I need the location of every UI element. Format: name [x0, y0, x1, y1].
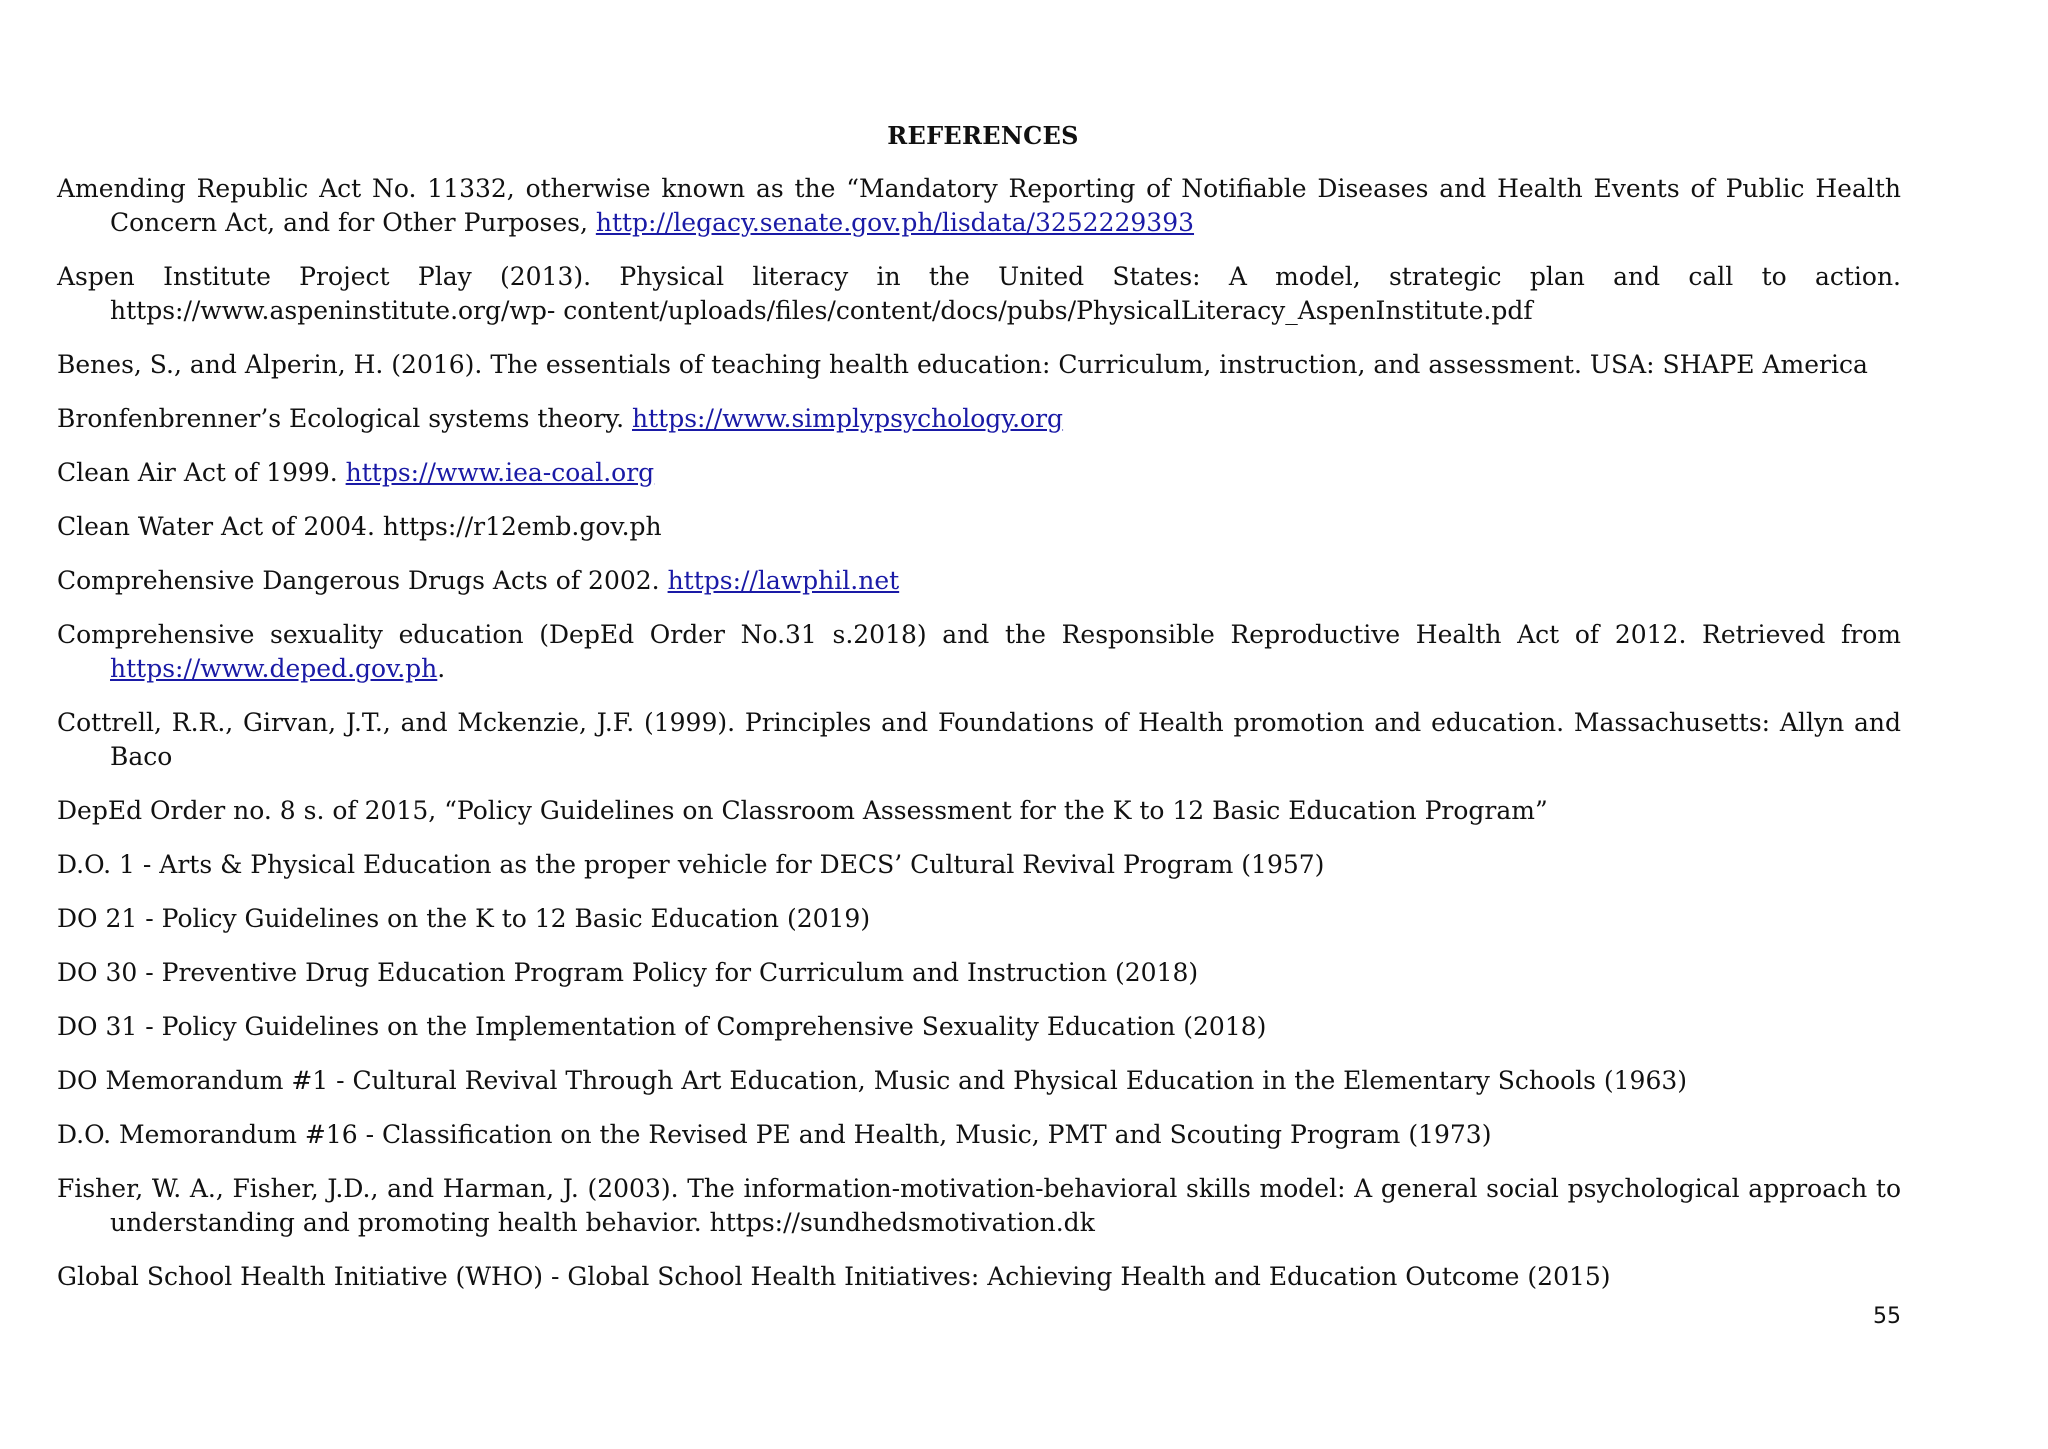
reference-entry	[57, 1064, 1901, 1098]
reference-entry	[57, 794, 1901, 828]
page-number: 55	[1873, 1304, 1901, 1329]
reference-entry	[57, 956, 1901, 990]
reference-text: DO 21 - Policy Guidelines on the K to 12 Basic Education (2019)	[57, 904, 871, 933]
reference-entry	[57, 902, 1901, 936]
reference-entry	[57, 456, 1901, 490]
reference-text: Comprehensive Dangerous Drugs Acts of 2002.	[57, 566, 668, 595]
reference-text: Comprehensive sexuality education (DepEd Order No.31 s.2018) and the Responsible Reproductive Health Act of 2012. Retrieved from	[57, 620, 1901, 649]
reference-text: Cottrell, R.R., Girvan, J.T., and Mckenzie, J.F. (1999). Principles and Foundations of Health promotion and education. Massachusetts: Allyn and Baco	[57, 708, 1901, 771]
reference-suffix: .	[437, 654, 446, 683]
reference-link[interactable]: https://www.simplypsychology.org	[632, 404, 1064, 433]
reference-text: Global School Health Initiative (WHO) - Global School Health Initiatives: Achieving Health and Education Outcome (2015)	[57, 1262, 1611, 1291]
reference-entry	[57, 848, 1901, 882]
reference-entry	[57, 1260, 1901, 1294]
reference-text: Fisher, W. A., Fisher, J.D., and Harman, J. (2003). The information-motivation-behavioral skills model: A general social psychological approach to understanding and promoting health behavior. https://sundhedsmotivation.dk	[57, 1174, 1901, 1237]
reference-text: DO Memorandum #1 - Cultural Revival Through Art Education, Music and Physical Education in the Elementary Schools (1963)	[57, 1066, 1688, 1095]
reference-text: Benes, S., and Alperin, H. (2016). The essentials of teaching health education: Curriculum, instruction, and assessment. USA: SHAPE America	[57, 350, 1868, 379]
reference-entry	[57, 260, 1901, 328]
reference-link[interactable]: https://www.iea-coal.org	[345, 458, 655, 487]
reference-link[interactable]: http://legacy.senate.gov.ph/lisdata/3252229393	[595, 208, 1195, 237]
reference-link[interactable]: https://www.deped.gov.ph	[110, 654, 438, 683]
reference-text: D.O. Memorandum #16 - Classification on the Revised PE and Health, Music, PMT and Scouting Program (1973)	[57, 1120, 1492, 1149]
reference-link[interactable]: https://lawphil.net	[667, 566, 900, 595]
reference-text: DO 30 - Preventive Drug Education Program Policy for Curriculum and Instruction (2018)	[57, 958, 1199, 987]
reference-list	[57, 172, 1901, 1314]
reference-text: Clean Air Act of 1999.	[57, 458, 346, 487]
reference-text: Clean Water Act of 2004. https://r12emb.gov.ph	[57, 512, 662, 541]
reference-entry	[57, 706, 1901, 774]
reference-entry	[57, 348, 1901, 382]
reference-text: Amending Republic Act No. 11332, otherwise known as the “Mandatory Reporting of Notifiable Diseases and Health Events of Public Health Concern Act, and for Other Purposes,	[57, 174, 1901, 237]
reference-text: Aspen Institute Project Play (2013). Physical literacy in the United States: A model, strategic plan and call to action. https://www.aspeninstitute.org/wp- content/uploads/files/content/docs/pubs/PhysicalLiteracy_AspenInstitute.pdf	[57, 262, 1901, 325]
reference-entry	[57, 618, 1901, 686]
reference-entry	[57, 402, 1901, 436]
page-title: REFERENCES	[887, 121, 1079, 150]
reference-text: Bronfenbrenner’s Ecological systems theory.	[57, 404, 632, 433]
reference-entry	[57, 1010, 1901, 1044]
reference-text: DO 31 - Policy Guidelines on the Implementation of Comprehensive Sexuality Education (2018)	[57, 1012, 1267, 1041]
reference-entry	[57, 564, 1901, 598]
reference-entry	[57, 172, 1901, 240]
reference-entry	[57, 1118, 1901, 1152]
reference-entry	[57, 510, 1901, 544]
reference-entry	[57, 1172, 1901, 1240]
reference-text: DepEd Order no. 8 s. of 2015, “Policy Guidelines on Classroom Assessment for the K to 12 Basic Education Program”	[57, 796, 1548, 825]
reference-text: D.O. 1 - Arts & Physical Education as the proper vehicle for DECS’ Cultural Revival Program (1957)	[57, 850, 1325, 879]
